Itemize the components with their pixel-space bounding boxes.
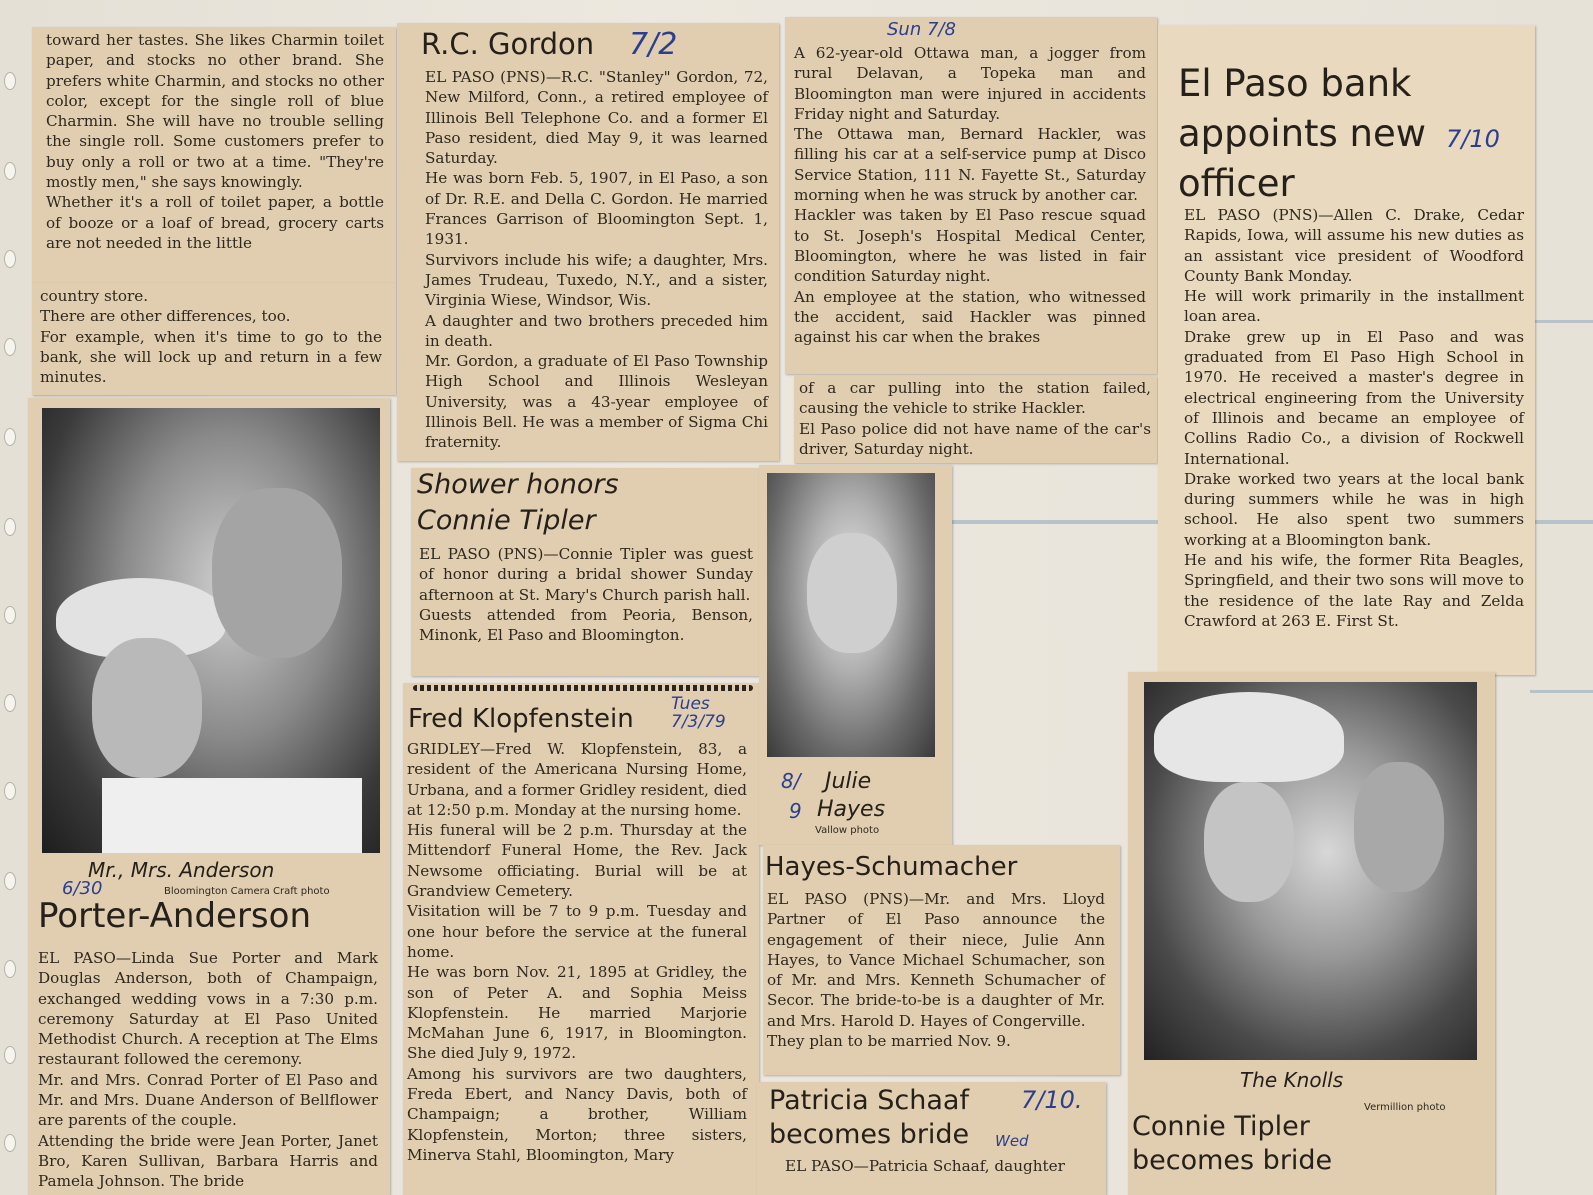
clipping-shower — [411, 468, 759, 676]
binder-hole — [4, 1134, 16, 1152]
photo-caption: Julie — [825, 769, 872, 794]
article-body: EL PASO (PNS)—Allen C. Drake, Cedar Rapids, Iowa, will assume his new duties as an assistant vice president of Woodford County Bank Monday. He will work primarily in the installment loan area. Drake grew up in El Paso and was graduated from El Paso High School in 1970. He received a master's degree in electrical engineering from the University of Illinois and became an employee of Collins Radio Co., a division of Rockwell International. Drake worked two years at the local bank during summers while he was in high school. He also spent two summers working at a Bloomington bank. He and his wife, the former Rita Beagles, Springfield, and their two sons will move to the residence of the late Ray and Zelda Crawford at 263 E. First St. — [1184, 206, 1524, 630]
article-body: of a car pulling into the station failed, causing the vehicle to strike Hackler. El Paso police did not have name of the car's driver, Saturday night. — [799, 379, 1151, 458]
clipping-accident — [785, 17, 1157, 374]
headline: Porter-Anderson — [38, 896, 311, 936]
bride-hat — [1154, 692, 1344, 782]
photo-caption: The Knolls — [1240, 1068, 1344, 1092]
handwritten-date: 9 — [789, 799, 802, 823]
handwritten-date: Tues 7/3/79 — [671, 694, 726, 732]
photo-credit: Bloomington Camera Craft photo — [164, 886, 330, 897]
handwritten-date: 8/ — [781, 769, 801, 793]
article-body: EL PASO—Linda Sue Porter and Mark Douglas Anderson, both of Champaign, exchanged wedding vows in a 7:30 p.m. ceremony Saturday at El Paso United Methodist Church. A reception at The Elms restaurant followed the ceremony. Mr. and Mrs. Conrad Porter of El Paso and Mr. and Mrs. Duane Anderson of Bellflower are parents of the couple. Attending the bride were Jean Porter, Janet Bro, Karen Sullivan, Barbara Harris and Pamela Johnson. The bride — [38, 949, 378, 1191]
binder-hole — [4, 72, 16, 90]
clipping-knolls — [1128, 672, 1495, 1195]
handwritten-date: Sun 7/8 — [887, 19, 956, 40]
clipping-accident-continued — [794, 376, 1157, 463]
groom-face — [212, 488, 342, 658]
handwritten-date: 7/10. — [1021, 1086, 1083, 1114]
page-rule — [1530, 320, 1593, 323]
headline: Fred Klopfenstein — [408, 704, 634, 734]
binder-hole — [4, 960, 16, 978]
clipping-rc-gordon — [397, 23, 779, 461]
headline: Connie Tipler — [417, 505, 596, 536]
clipping-bank-officer — [1158, 25, 1535, 675]
page-rule — [1530, 690, 1593, 693]
binder-hole — [4, 338, 16, 356]
headline: becomes bride — [1132, 1145, 1333, 1176]
clipping-hayes-schumacher — [763, 845, 1120, 1075]
clipping-klopfenstein — [403, 683, 759, 1195]
handwritten-date: 7/10 — [1446, 125, 1500, 153]
headline: Patricia Schaaf — [769, 1085, 969, 1116]
headline: R.C. Gordon — [421, 27, 595, 61]
article-body: EL PASO (PNS)—Mr. and Mrs. Lloyd Partner of El Paso announce the engagement of their niece, Julie Ann Hayes, to Vance Michael Schumacher, son of Mr. and Mrs. Kenneth Schumacher of Secor. The bride-to-be is a daughter of Mr. and Mrs. Harold D. Hayes of Congerville. They plan to be married Nov. 9. — [767, 890, 1105, 1051]
binder-hole — [4, 518, 16, 536]
couple-photo — [1144, 682, 1477, 1060]
clipping-country-store — [32, 283, 396, 395]
groom-face — [1354, 762, 1444, 892]
decorative-divider — [413, 685, 753, 691]
clipping-schaaf — [757, 1082, 1106, 1195]
handwritten-date: 7/2 — [629, 27, 678, 62]
handwritten-date: 6/30 — [62, 878, 103, 899]
article-body: EL PASO (PNS)—R.C. "Stanley" Gordon, 72, New Milford, Conn., a retired employee of Illinois Bell Telephone Co. and a former El Paso resident, died May 9, it was learned Saturday. He was born Feb. 5, 1907, in El Paso, a son of Dr. R.E. and Della C. Gordon. He married Frances Garrison of Bloomington Sept. 1, 1931. Survivors include his wife; a daughter, Mrs. James Trudeau, Tuxedo, N.Y., and a sister, Virginia Wiese, Windsor, Wis. A daughter and two brothers preceded him in death. Mr. Gordon, a graduate of El Paso Township High School and Illinois Wesleyan University, was a 43-year employee of Illinois Bell. He was a member of Sigma Chi fraternity. — [425, 68, 768, 452]
white-attire — [102, 778, 362, 853]
headline: Shower honors — [417, 469, 619, 500]
clipping-porter-anderson — [28, 398, 390, 1195]
binder-hole — [4, 782, 16, 800]
photo-credit: Vermillion photo — [1364, 1102, 1446, 1113]
portrait-photo — [767, 473, 935, 757]
bride-face — [1204, 782, 1294, 902]
article-body: toward her tastes. She likes Charmin toilet paper, and stocks no other brand. She prefers white Charmin, and stocks no other color, except for the single roll of blue Charmin. She will have no trouble selling the single roll. Some customers prefer to buy only a roll or two at a time. "They're mostly men," she says knowingly. Whether it's a roll of toilet paper, a bottle of booze or a loaf of bread, grocery carts are not needed in the little — [46, 31, 384, 252]
wedding-photo — [42, 408, 380, 853]
handwritten-day: Wed — [995, 1132, 1029, 1150]
headline: El Paso bank appoints new officer — [1178, 62, 1427, 205]
binder-hole — [4, 250, 16, 268]
binder-hole — [4, 162, 16, 180]
article-body: EL PASO (PNS)—Connie Tipler was guest of honor during a bridal shower Sunday afternoon at St. Mary's Church parish hall. Guests attended from Peoria, Benson, Minonk, El Paso and Bloomington. — [419, 545, 753, 645]
article-body: GRIDLEY—Fred W. Klopfenstein, 83, a resident of the Americana Nursing Home, Urbana, and a former Gridley resident, died at 12:50 p.m. Monday at the nursing home. His funeral will be 2 p.m. Thursday at the Mittendorf Funeral Home, the Rev. Jack Newsome officiating. Burial will be at Grandview Cemetery. Visitation will be 7 to 9 p.m. Tuesday and one hour before the service at the funeral home. He was born Nov. 21, 1895 at Gridley, the son of Peter A. and Sophia Meiss Klopfenstein. He married Marjorie McMahan June 6, 1917, in Bloomington. She died July 9, 1972. Among his survivors are two daughters, Freda Ebert, and Nancy Davis, both of Champaign; a brother, William Klopfenstein, Morton; three sisters, Minerva Stahl, Bloomington, Mary — [407, 740, 747, 1164]
headline: becomes bride — [769, 1119, 970, 1150]
face — [807, 533, 897, 653]
article-body: EL PASO—Patricia Schaaf, daughter — [785, 1157, 1065, 1175]
bride-face — [92, 638, 202, 778]
article-body: A 62-year-old Ottawa man, a jogger from rural Delavan, a Topeka man and Bloomington man were injured in accidents Friday night and Saturday. The Ottawa man, Bernard Hackler, was filling his car at a self-service pump at Disco Service Station, 111 N. Fayette St., Saturday morning when he was struck by another car. Hackler was taken by El Paso rescue squad to St. Joseph's Hospital Medical Center, Bloomington, where he was listed in fair condition Saturday night. An employee at the station, who witnessed the accident, said Hackler was pinned against his car when the brakes — [794, 44, 1146, 347]
photo-caption: Mr., Mrs. Anderson — [88, 858, 275, 882]
binder-hole — [4, 694, 16, 712]
binder-hole — [4, 606, 16, 624]
headline: Hayes-Schumacher — [765, 852, 1018, 882]
article-body: country store. There are other differences, too. For example, when it's time to go to the bank, she will lock up and return in a few minutes. — [40, 287, 382, 387]
clipping-julie-hayes — [759, 465, 952, 845]
binder-hole — [4, 872, 16, 890]
headline: Connie Tipler — [1132, 1111, 1310, 1142]
clipping-charmin — [32, 27, 396, 283]
photo-credit: Vallow photo — [815, 825, 880, 836]
binder-hole — [4, 1046, 16, 1064]
photo-caption: Hayes — [817, 797, 886, 822]
binder-hole — [4, 428, 16, 446]
